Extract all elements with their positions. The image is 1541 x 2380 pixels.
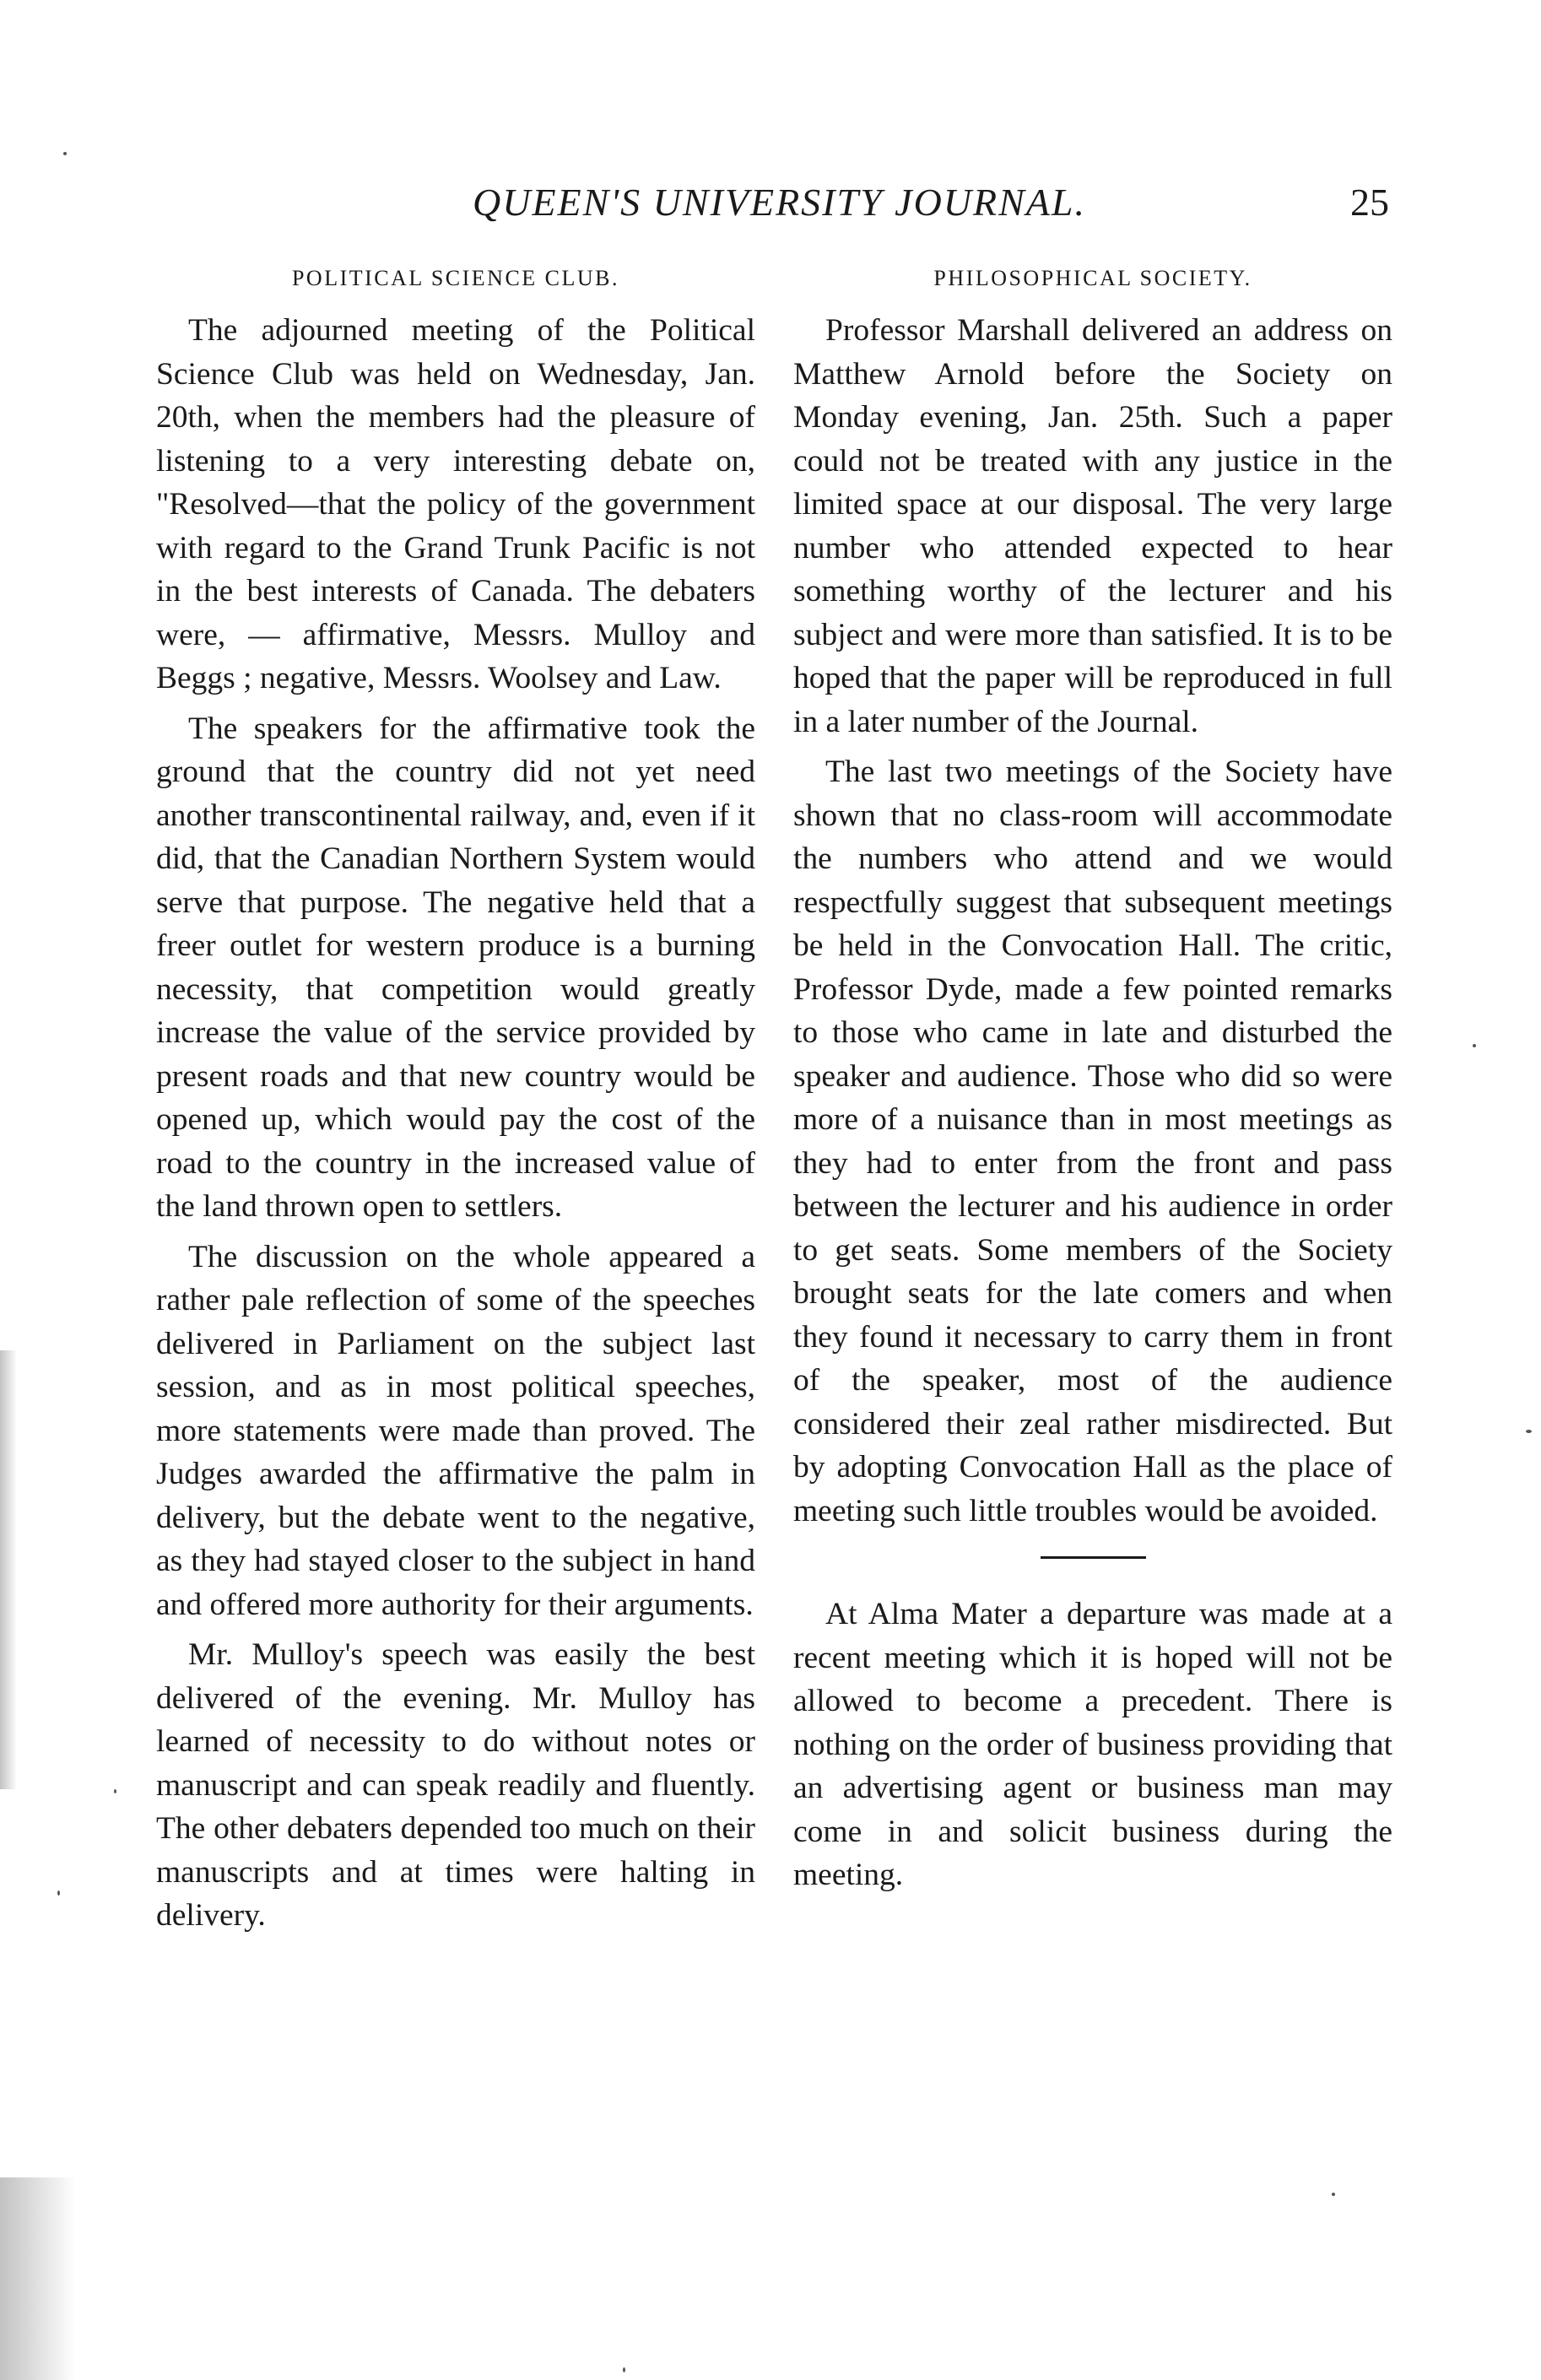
article-paragraph: At Alma Mater a departure was made at a recent meeting which it is hoped will not be allowed to become a precedent. There is nothing on the order of business providing that an advertising agent or business man may come in and solicit business during the meeting. [793, 1597, 1392, 1892]
journal-title: QUEEN'S UNIVERSITY JOURNAL. [473, 181, 1086, 224]
article-paragraph: The last two meetings of the Society have shown that no class-room will accommodate the numbers who attend and we would respectfully suggest that subsequent meetings be held in the Convocation Hall. The critic, Professor Dyde, made a few pointed remarks to those who came in late and disturbed the speaker and audience. Those who did so were more of a nuisance than in most meetings as they had to enter from the front and pass between the lecturer and his audience in order to get seats. Some members of the Society brought seats for the late comers and when they found it necessary to carry them in front of the speaker, most of the audience considered their zeal rather misdirected. But by adopting Convocation Hall as the place of meeting such little troubles would be avoided. [793, 755, 1392, 1528]
scan-edge-shadow [0, 2177, 76, 2380]
philosophical-society-heading: PHILOSOPHICAL SOCIETY. [933, 266, 1252, 290]
right-column [793, 262, 1392, 1904]
article-paragraph: The adjourned meeting of the Political Science Club was held on Wednesday, Jan. 20th, when the members had the pleasure of listening to a very interesting debate on, "Resolved—that the policy of the government with regard to the Grand Trunk Pacific is not in the best interests of Canada. The debaters were, — affirmative, Messrs. Mulloy and Beggs ; negative, Messrs. Woolsey and Law. [156, 313, 755, 695]
scan-speck [63, 152, 67, 155]
left-column [156, 262, 755, 1945]
page-number: 25 [1350, 181, 1389, 224]
article-paragraph: Mr. Mulloy's speech was easily the best delivered of the evening. Mr. Mulloy has learned of necessity to do without notes or manuscript and can speak readily and fluently. The other debaters depended too much on their manuscripts and at times were halting in delivery. [156, 1637, 755, 1933]
scan-speck [57, 1890, 60, 1896]
article-paragraph: The speakers for the affirmative took the ground that the country did not yet need another transcontinental railway, and, even if it did, that the Canadian Northern System would serve that purpose. The negative held that a freer outlet for western produce is a burning necessity, that competition would greatly increase the value of the service provided by present roads and that new country would be opened up, which would pay the cost of the road to the country in the increased value of the land thrown open to settlers. [156, 711, 755, 1224]
article-paragraph: The discussion on the whole appeared a rather pale reflection of some of the speeches delivered in Parliament on the subject last session, and as in most political speeches, more statements were made than proved. The Judges awarded the affirmative the palm in delivery, but the debate went to the negative, as they had stayed closer to the subject in hand and offered more authority for their arguments. [156, 1239, 755, 1622]
political-science-club-heading: POLITICAL SCIENCE CLUB. [291, 266, 620, 290]
scan-speck [1473, 1044, 1476, 1047]
scan-speck [1332, 2193, 1335, 2196]
article-paragraph: Professor Marshall delivered an address on Matthew Arnold before the Society on Monday evening, Jan. 25th. Such a paper could not be treated with any justice in the limited space at our disposal. The very large number who attended expected to hear something worthy of the lecturer and his subject and were more than satisfied. It is to be hoped that the paper will be reproduced in full in a later number of the Journal. [793, 313, 1392, 739]
scan-speck [114, 1789, 116, 1793]
section-divider-rule [1041, 1556, 1146, 1559]
scan-speck [623, 2367, 625, 2372]
scan-edge-shadow [0, 1350, 17, 1789]
scan-speck [1526, 1430, 1532, 1433]
page-header [0, 177, 1541, 236]
